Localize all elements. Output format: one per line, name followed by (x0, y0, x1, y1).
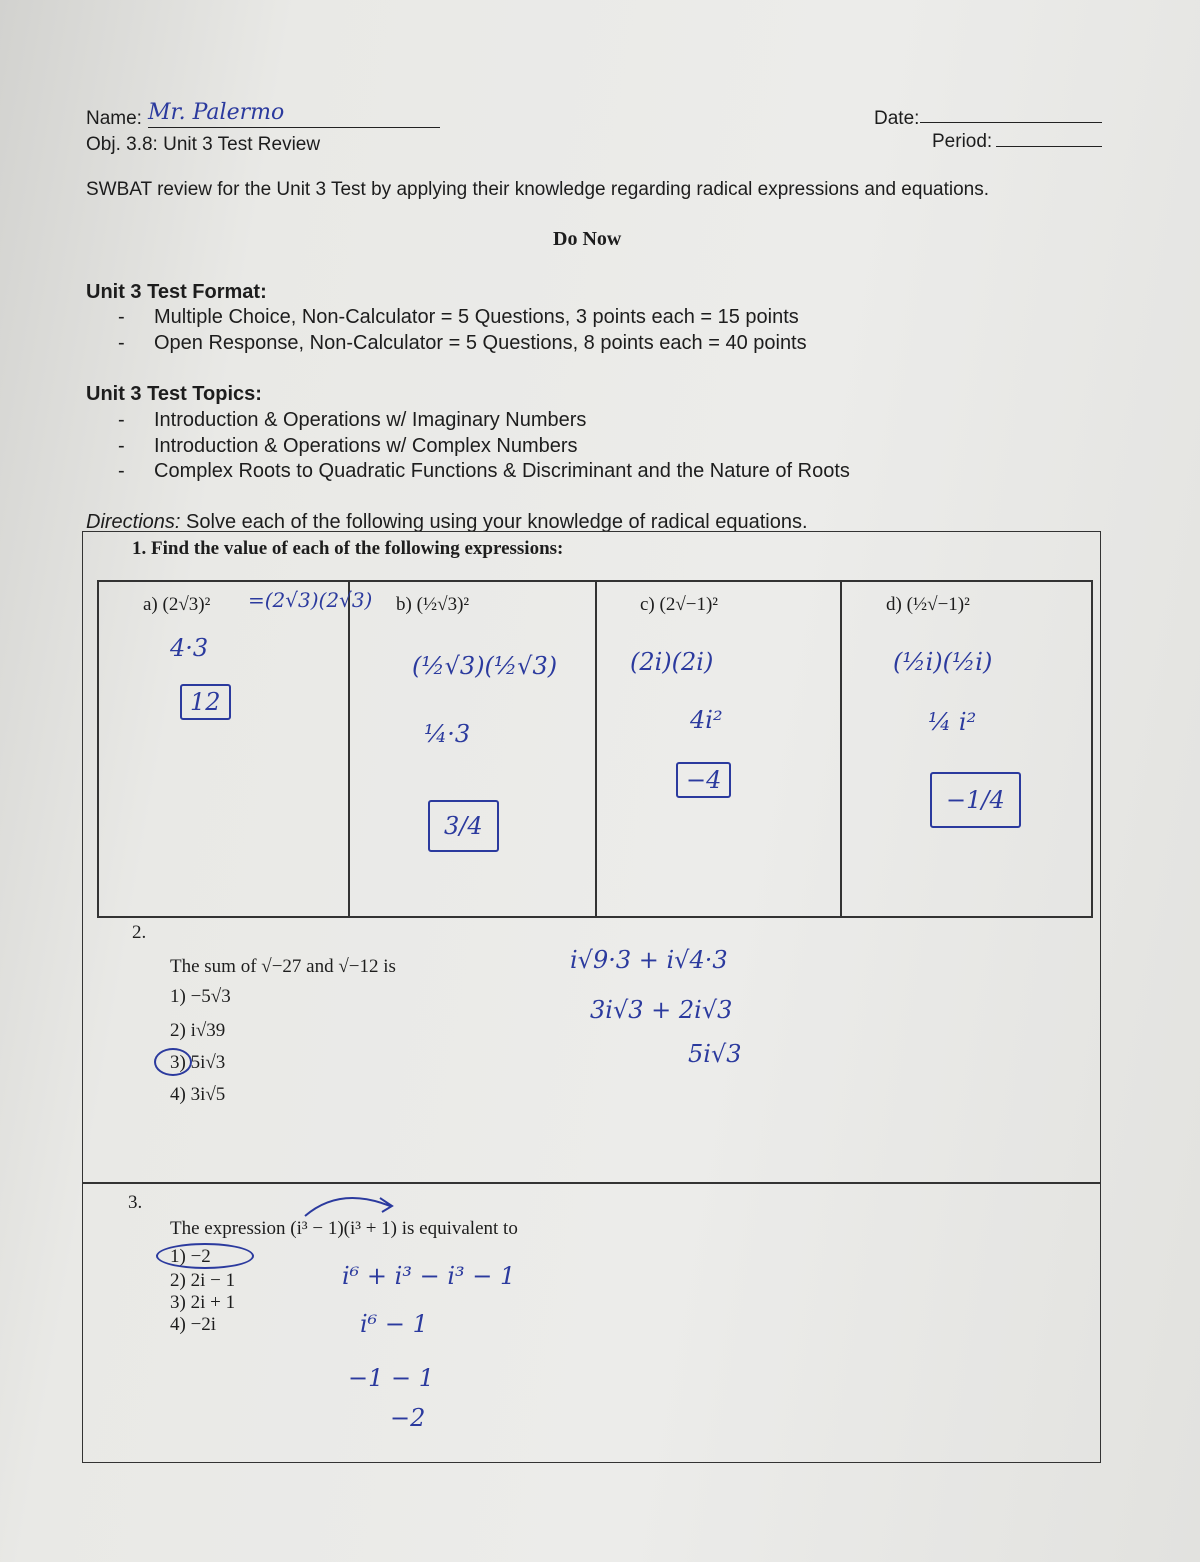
q1c-expression: c) (2√−1)² (640, 594, 719, 615)
swbat-text: SWBAT review for the Unit 3 Test by applying their knowledge regarding radical expressions and equations. (86, 179, 989, 200)
bullet: - (118, 332, 125, 354)
q3-number: 3. (128, 1192, 143, 1213)
date-label: Date: (874, 108, 920, 129)
date-line (920, 122, 1102, 123)
topic-item: Introduction & Operations w/ Complex Numbers (154, 435, 578, 457)
format-title: Unit 3 Test Format: (86, 281, 267, 303)
q1d-work: (½i)(½i) (893, 648, 993, 676)
divider (82, 1182, 1100, 1184)
q2-choice: 1) −5√3 (170, 986, 231, 1007)
bullet: - (118, 460, 125, 482)
period-line (996, 146, 1102, 147)
do-now-heading: Do Now (553, 228, 622, 250)
q2-choice-selected (170, 1052, 225, 1074)
selection-circle (156, 1243, 254, 1269)
topic-item: Complex Roots to Quadratic Functions & Discriminant and the Nature of Roots (154, 460, 850, 482)
q3-prompt: The expression (i³ − 1)(i³ + 1) is equivalent to (170, 1218, 518, 1239)
q2-number: 2. (132, 922, 147, 943)
q2-choice: 2) i√39 (170, 1020, 226, 1041)
format-item: Multiple Choice, Non-Calculator = 5 Questions, 3 points each = 15 points (154, 306, 799, 328)
bullet: - (118, 306, 125, 328)
q1b-expression: b) (½√3)² (396, 594, 470, 615)
q1-prompt: 1. Find the value of each of the following expressions: (132, 538, 564, 559)
q1b-answer: 3/4 (428, 800, 499, 852)
q3-work: i⁶ + i³ − i³ − 1 (342, 1262, 516, 1290)
q1d-expression: d) (½√−1)² (886, 594, 970, 615)
q3-choice-selected (170, 1246, 211, 1268)
objective: Obj. 3.8: Unit 3 Test Review (86, 134, 321, 155)
q2-work: 3i√3 + 2i√3 (590, 996, 733, 1024)
q2-work: i√9·3 + i√4·3 (570, 946, 728, 974)
q2-work: 5i√3 (688, 1040, 742, 1068)
q3-choice: 2) 2i − 1 (170, 1270, 236, 1291)
arrows-annotation (300, 1186, 410, 1220)
name-value: Mr. Palermo (148, 100, 285, 125)
q2-choice: 4) 3i√5 (170, 1084, 226, 1105)
bullet: - (118, 409, 125, 431)
topic-item: Introduction & Operations w/ Imaginary Numbers (154, 409, 587, 431)
selection-circle (154, 1048, 192, 1076)
q1b-work: (½√3)(½√3) (412, 652, 558, 680)
q3-choice: 3) 2i + 1 (170, 1292, 236, 1313)
q1a-work: =(2√3)(2√3) (248, 588, 373, 612)
q3-choice: 4) −2i (170, 1314, 217, 1335)
period-label: Period: (932, 131, 993, 152)
topics-title: Unit 3 Test Topics: (86, 383, 262, 405)
format-item: Open Response, Non-Calculator = 5 Questions, 8 points each = 40 points (154, 332, 807, 354)
q1c-answer: −4 (676, 762, 731, 798)
divider (595, 580, 597, 916)
q3-work: i⁶ − 1 (360, 1310, 428, 1338)
q3-work: −2 (390, 1404, 426, 1432)
directions-label: Directions: (86, 511, 181, 533)
q1d-work: ¼ i² (928, 708, 977, 736)
bullet: - (118, 435, 125, 457)
divider (840, 580, 842, 916)
name-line (148, 127, 440, 128)
q1c-work: (2i)(2i) (630, 648, 714, 676)
q3-work: −1 − 1 (348, 1364, 435, 1392)
q2-choice-text: 3) 5i√3 (170, 1052, 226, 1073)
q3-choice-text: 1) −2 (170, 1246, 211, 1267)
q1a-work: 4·3 (170, 634, 209, 662)
divider (348, 580, 350, 916)
name-label: Name: (86, 108, 142, 129)
q1a-expression: a) (2√3)² (143, 594, 211, 615)
directions-text: Solve each of the following using your knowledge of radical equations. (180, 511, 808, 533)
q1a-answer: 12 (180, 684, 231, 720)
q1d-answer: −1/4 (930, 772, 1021, 828)
q1b-work: ¼·3 (424, 720, 471, 748)
q1c-work: 4i² (690, 706, 723, 734)
q2-prompt: The sum of √−27 and √−12 is (170, 956, 396, 977)
